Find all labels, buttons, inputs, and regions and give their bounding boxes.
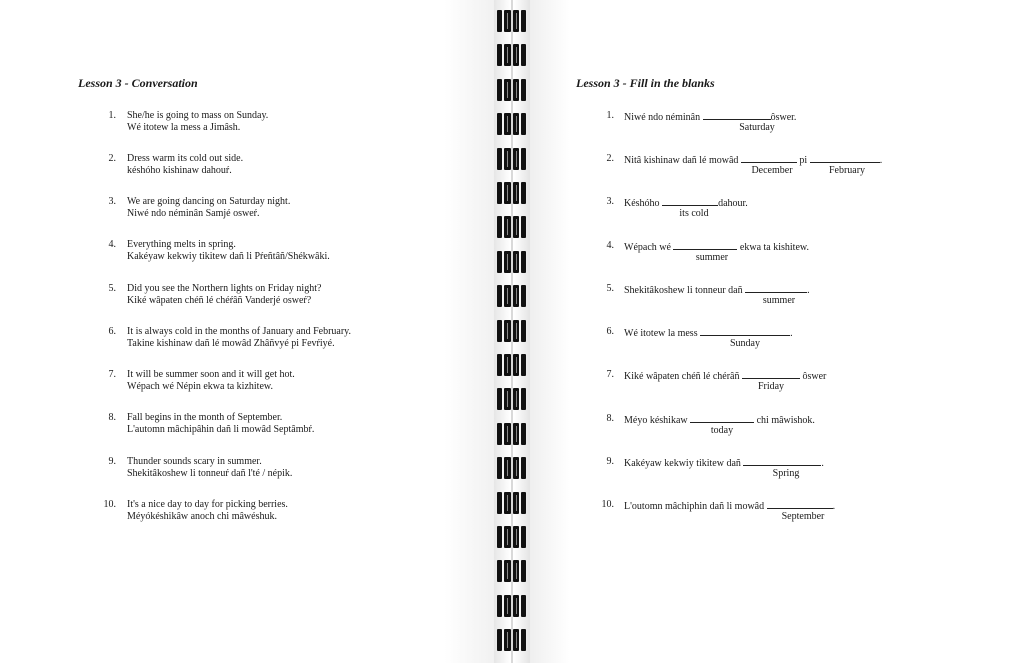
english-sentence: It is always cold in the months of January and February. [127, 326, 352, 337]
fill-blanks-title: Lesson 3 - Fill in the blanks [576, 76, 715, 90]
michif-sentence: Takine kishinaw dañ lé mowâd Zhâñvyé pi Fevŕiyé. [127, 338, 335, 349]
english-sentence: Everything melts in spring. [127, 239, 236, 250]
sentence-end: ekwa ta kishitew. [739, 242, 809, 253]
sentence-middle: pi [799, 155, 808, 166]
sentence-end: . [821, 458, 824, 469]
michif-sentence: Niwé ndo néminân Samjé osweŕ. [127, 208, 260, 219]
sentence-start: Méyo késhikaw [624, 415, 688, 426]
binding-coil [497, 44, 527, 66]
spiral-binding [494, 0, 530, 663]
binding-coil [497, 251, 527, 273]
blank-hint: Saturday [739, 122, 775, 133]
item-number: 5. [606, 283, 614, 294]
blank-hint: December [751, 165, 793, 176]
item-number: 3. [606, 196, 614, 207]
sentence-end: . [879, 155, 883, 166]
answer-blank[interactable] [662, 196, 718, 206]
binding-coil [497, 388, 527, 410]
blank-hint: today [710, 425, 734, 436]
sentence-end: dahour. [718, 198, 748, 209]
michif-sentence: Kakéyaw kekwiy tikitew dañ li Pŕeñtâñ/Shékwâki. [127, 251, 330, 262]
answer-blank[interactable] [767, 499, 833, 509]
blank-hint: February [828, 165, 866, 176]
fill-item [530, 110, 1010, 140]
item-number: 8. [606, 413, 614, 424]
item-number: 4. [108, 239, 116, 250]
item-number: 10. [103, 499, 116, 510]
item-number: 5. [108, 283, 116, 294]
blank-hint: summer [762, 295, 796, 306]
english-sentence: She/he is going to mass on Sunday. [127, 110, 269, 121]
binding-coil [497, 148, 527, 170]
blank-hint: Spring [772, 468, 800, 479]
answer-blank[interactable] [703, 110, 771, 120]
binding-coil [497, 216, 527, 238]
item-number: 6. [108, 326, 116, 337]
english-sentence: Dress warm its cold out side. [127, 153, 244, 164]
fill-item [530, 196, 1010, 226]
conversation-title: Lesson 3 - Conversation [78, 76, 198, 90]
binding-coil [497, 595, 527, 617]
sentence-start: Kiké wâpaten chéñ lé chérâñ [624, 371, 740, 382]
sentence-start: Nitâ kishinaw dañ lé mowâd [624, 155, 739, 166]
michif-sentence: Shekitâkoshew li tonneuŕ dañ l'té / népik. [127, 468, 293, 479]
item-number: 3. [108, 196, 116, 207]
binding-coil [497, 492, 527, 514]
binding-coil [497, 79, 527, 101]
answer-blank[interactable] [810, 153, 880, 163]
fill-item [530, 240, 1010, 270]
item-number: 2. [606, 153, 614, 164]
binding-coil [497, 113, 527, 135]
sentence-start: Késhóho [624, 198, 660, 209]
binding-coil [497, 10, 527, 32]
binding-coil [497, 320, 527, 342]
left-page [0, 0, 494, 663]
english-sentence: Thunder sounds scary in summer. [127, 456, 262, 467]
fill-item [530, 456, 1010, 486]
answer-blank[interactable] [690, 413, 754, 423]
answer-blank[interactable] [742, 369, 800, 379]
answer-blank[interactable] [700, 326, 790, 336]
blank-hint: summer [695, 252, 729, 263]
item-number: 8. [108, 412, 116, 423]
english-sentence: It will be summer soon and it will get hot. [127, 369, 295, 380]
sentence-start: Niwé ndo néminân [624, 112, 701, 123]
item-number: 1. [606, 110, 614, 121]
blank-hint: its cold [679, 208, 709, 219]
item-number: 7. [108, 369, 116, 380]
blank-hint: September [781, 511, 825, 522]
item-number: 4. [606, 240, 614, 251]
item-number: 9. [606, 456, 614, 467]
binding-coil [497, 457, 527, 479]
fill-item [530, 413, 1010, 443]
binding-coil [497, 285, 527, 307]
blank-hint: Sunday [730, 338, 760, 349]
michif-sentence: Wépach wé Népin ekwa ta kizhitew. [127, 381, 273, 392]
item-number: 1. [108, 110, 116, 121]
sentence-end: . [790, 328, 793, 339]
english-sentence: Did you see the Northern lights on Friday night? [127, 283, 322, 294]
michif-sentence: Méyókéshikâw anoch chi mâwéshuk. [127, 511, 277, 522]
fill-item [530, 283, 1010, 313]
right-page [530, 0, 1024, 663]
sentence-start: L'outomn mâchiphin dañ li mowâd [624, 501, 765, 512]
sentence-start: Kakéyaw kekwiy tikitew dañ [624, 458, 741, 469]
binding-coil [497, 423, 527, 445]
michif-sentence: Kiké wâpaten chéñ lé chéŕâñ Vanderjé osweŕ? [127, 295, 312, 306]
answer-blank[interactable] [673, 240, 737, 250]
sentence-end: . [832, 501, 836, 512]
binding-coil [497, 526, 527, 548]
english-sentence: Fall begins in the month of September. [127, 412, 283, 423]
english-sentence: We are going dancing on Saturday night. [127, 196, 291, 207]
fill-item [530, 153, 1010, 183]
binding-coil [497, 182, 527, 204]
item-number: 10. [601, 499, 614, 510]
michif-sentence: L'automn mâchipâhin dañ li mowâd Septâmbŕ. [127, 424, 315, 435]
binding-coil [497, 560, 527, 582]
sentence-end: chi mâwishok. [756, 415, 815, 426]
michif-sentence: késhóho kishinaw dahouŕ. [127, 165, 232, 176]
answer-blank[interactable] [743, 456, 821, 466]
fill-item [530, 369, 1010, 399]
answer-blank[interactable] [745, 283, 807, 293]
sentence-start: Wé itotew la mess [624, 328, 698, 339]
item-number: 7. [606, 369, 614, 380]
item-number: 9. [108, 456, 116, 467]
sentence-end: . [807, 285, 810, 296]
blank-hint: Friday [757, 381, 785, 392]
binding-coil [497, 354, 527, 376]
sentence-end: ôswer. [770, 112, 797, 123]
sentence-start: Shekitâkoshew li tonneur dañ [624, 285, 743, 296]
sentence-end: ôswer [802, 371, 827, 382]
binding-coil [497, 629, 527, 651]
answer-blank[interactable] [741, 153, 797, 163]
michif-sentence: Wé itotew la mess a Jimâsh. [127, 122, 241, 133]
item-number: 6. [606, 326, 614, 337]
sentence-start: Wépach wé [624, 242, 671, 253]
item-number: 2. [108, 153, 116, 164]
fill-item [530, 326, 1010, 356]
english-sentence: It's a nice day to day for picking berries. [127, 499, 288, 510]
fill-item [530, 499, 1010, 529]
